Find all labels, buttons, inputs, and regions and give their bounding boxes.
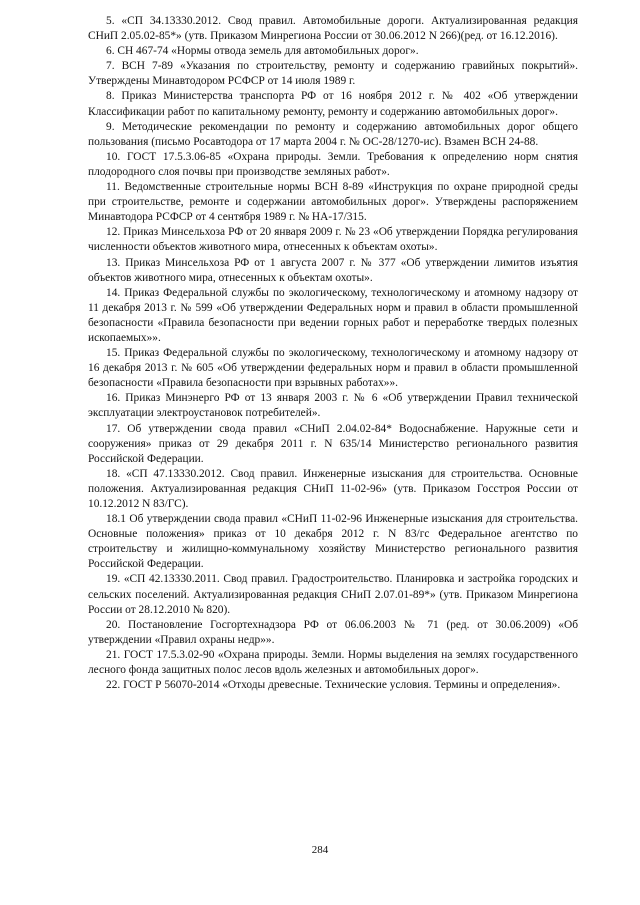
list-item: 9. Методические рекомендации по ремонту и содержанию автомобильных дорог общего пользования (письмо Росавтодора от 17 марта 2004 г. № ОС-28/1270-ис). Взамен ВСН 24-88. [88,120,578,148]
list-item: 14. Приказ Федеральной службы по экологическому, технологическому и атомному надзору от 11 декабря 2013 г. № 599 «Об утверждении Федеральных норм и правил в области промышленной безопасности «Правила безопасности при ведении горных работ и переработке твердых полезных ископаемых»». [88,286,578,344]
list-item: 13. Приказ Минсельхоза РФ от 1 августа 2007 г. № 377 «Об утверждении лимитов изъятия объектов животного мира, отнесенных к объектам охоты». [88,256,578,284]
document-body [88,14,578,693]
list-item: 6. СН 467-74 «Нормы отвода земель для автомобильных дорог». [106,45,419,58]
page-number: 284 [311,844,329,856]
list-item: 12. Приказ Минсельхоза РФ от 20 января 2009 г. № 23 «Об утверждении Порядка регулирования численности объектов животного мира, отнесенных к объектам охоты». [88,226,578,254]
list-item: 11. Ведомственные строительные нормы ВСН 8-89 «Инструкция по охране природной среды при строительстве, ремонте и содержании автомобильных дорог». Утверждены распоряжением Минавтодора РСФСР от 4 сентября 1989 г. № НА-17/315. [88,181,578,224]
list-item: 18. «СП 47.13330.2012. Свод правил. Инженерные изыскания для строительства. Основные положения. Актуализированная редакция СНиП 11-02-96» (утв. Приказом Госстроя России от 10.12.2012 N 83/ГС). [88,467,578,510]
list-item: 7. ВСН 7-89 «Указания по строительству, ремонту и содержанию гравийных покрытий». Утверждены Минавтодором РСФСР от 14 июля 1989 г. [88,60,578,88]
list-item: 18.1 Об утверждении свода правил «СНиП 11-02-96 Инженерные изыскания для строительства. Основные положения» приказ от 10 декабря 2012 г. N 83/гс Федеральное агентство по строительству и жилищно-коммунальному хозяйству Министерство регионального развития Российской Федерации. [88,513,578,571]
list-item: 17. Об утверждении свода правил «СНиП 2.04.02-84* Водоснабжение. Наружные сети и сооружения» приказ от 29 декабря 2011 г. N 635/14 Министерство регионального развития Российской Федерации. [88,422,578,465]
list-item: 15. Приказ Федеральной службы по экологическому, технологическому и атомному надзору от 16 декабря 2013 г. № 605 «Об утверждении федеральных норм и правил в области промышленной безопасности «Правила безопасности при взрывных работах»». [88,347,578,390]
list-item: 21. ГОСТ 17.5.3.02-90 «Охрана природы. Земли. Нормы выделения на землях государственного лесного фонда защитных полос лесов вдоль железных и автомобильных дорог». [88,648,578,677]
list-item: 19. «СП 42.13330.2011. Свод правил. Градостроительство. Планировка и застройка городских и сельских поселений. Актуализированная редакция СНиП 2.07.01-89*» (утв. Приказом Минрегиона России от 28.12.2010 № 820). [88,573,578,616]
list-item: 8. Приказ Министерства транспорта РФ от 16 ноября 2012 г. № 402 «Об утверждении Классификации работ по капитальному ремонту, ремонту и содержанию автомобильных дорог». [88,90,578,118]
list-item: 10. ГОСТ 17.5.3.06-85 «Охрана природы. Земли. Требования к определению норм снятия плодородного слоя почвы при производстве земляных работ». [88,150,578,178]
list-item: 5. «СП 34.13330.2012. Свод правил. Автомобильные дороги. Актуализированная редакция СНиП 2.05.02-85*» (утв. Приказом Минрегиона России от 30.06.2012 N 266)(ред. от 16.12.2016). [88,15,578,43]
list-item: 22. ГОСТ Р 56070-2014 «Отходы древесные. Технические условия. Термины и определения». [106,679,561,692]
list-item: 20. Постановление Госгортехнадзора РФ от 06.06.2003 № 71 (ред. от 30.06.2009) «Об утверждении «Правил охраны недр»». [88,618,578,646]
list-item: 16. Приказ Минэнерго РФ от 13 января 2003 г. № 6 «Об утверждении Правил технической эксплуатации электроустановок потребителей». [88,392,578,420]
